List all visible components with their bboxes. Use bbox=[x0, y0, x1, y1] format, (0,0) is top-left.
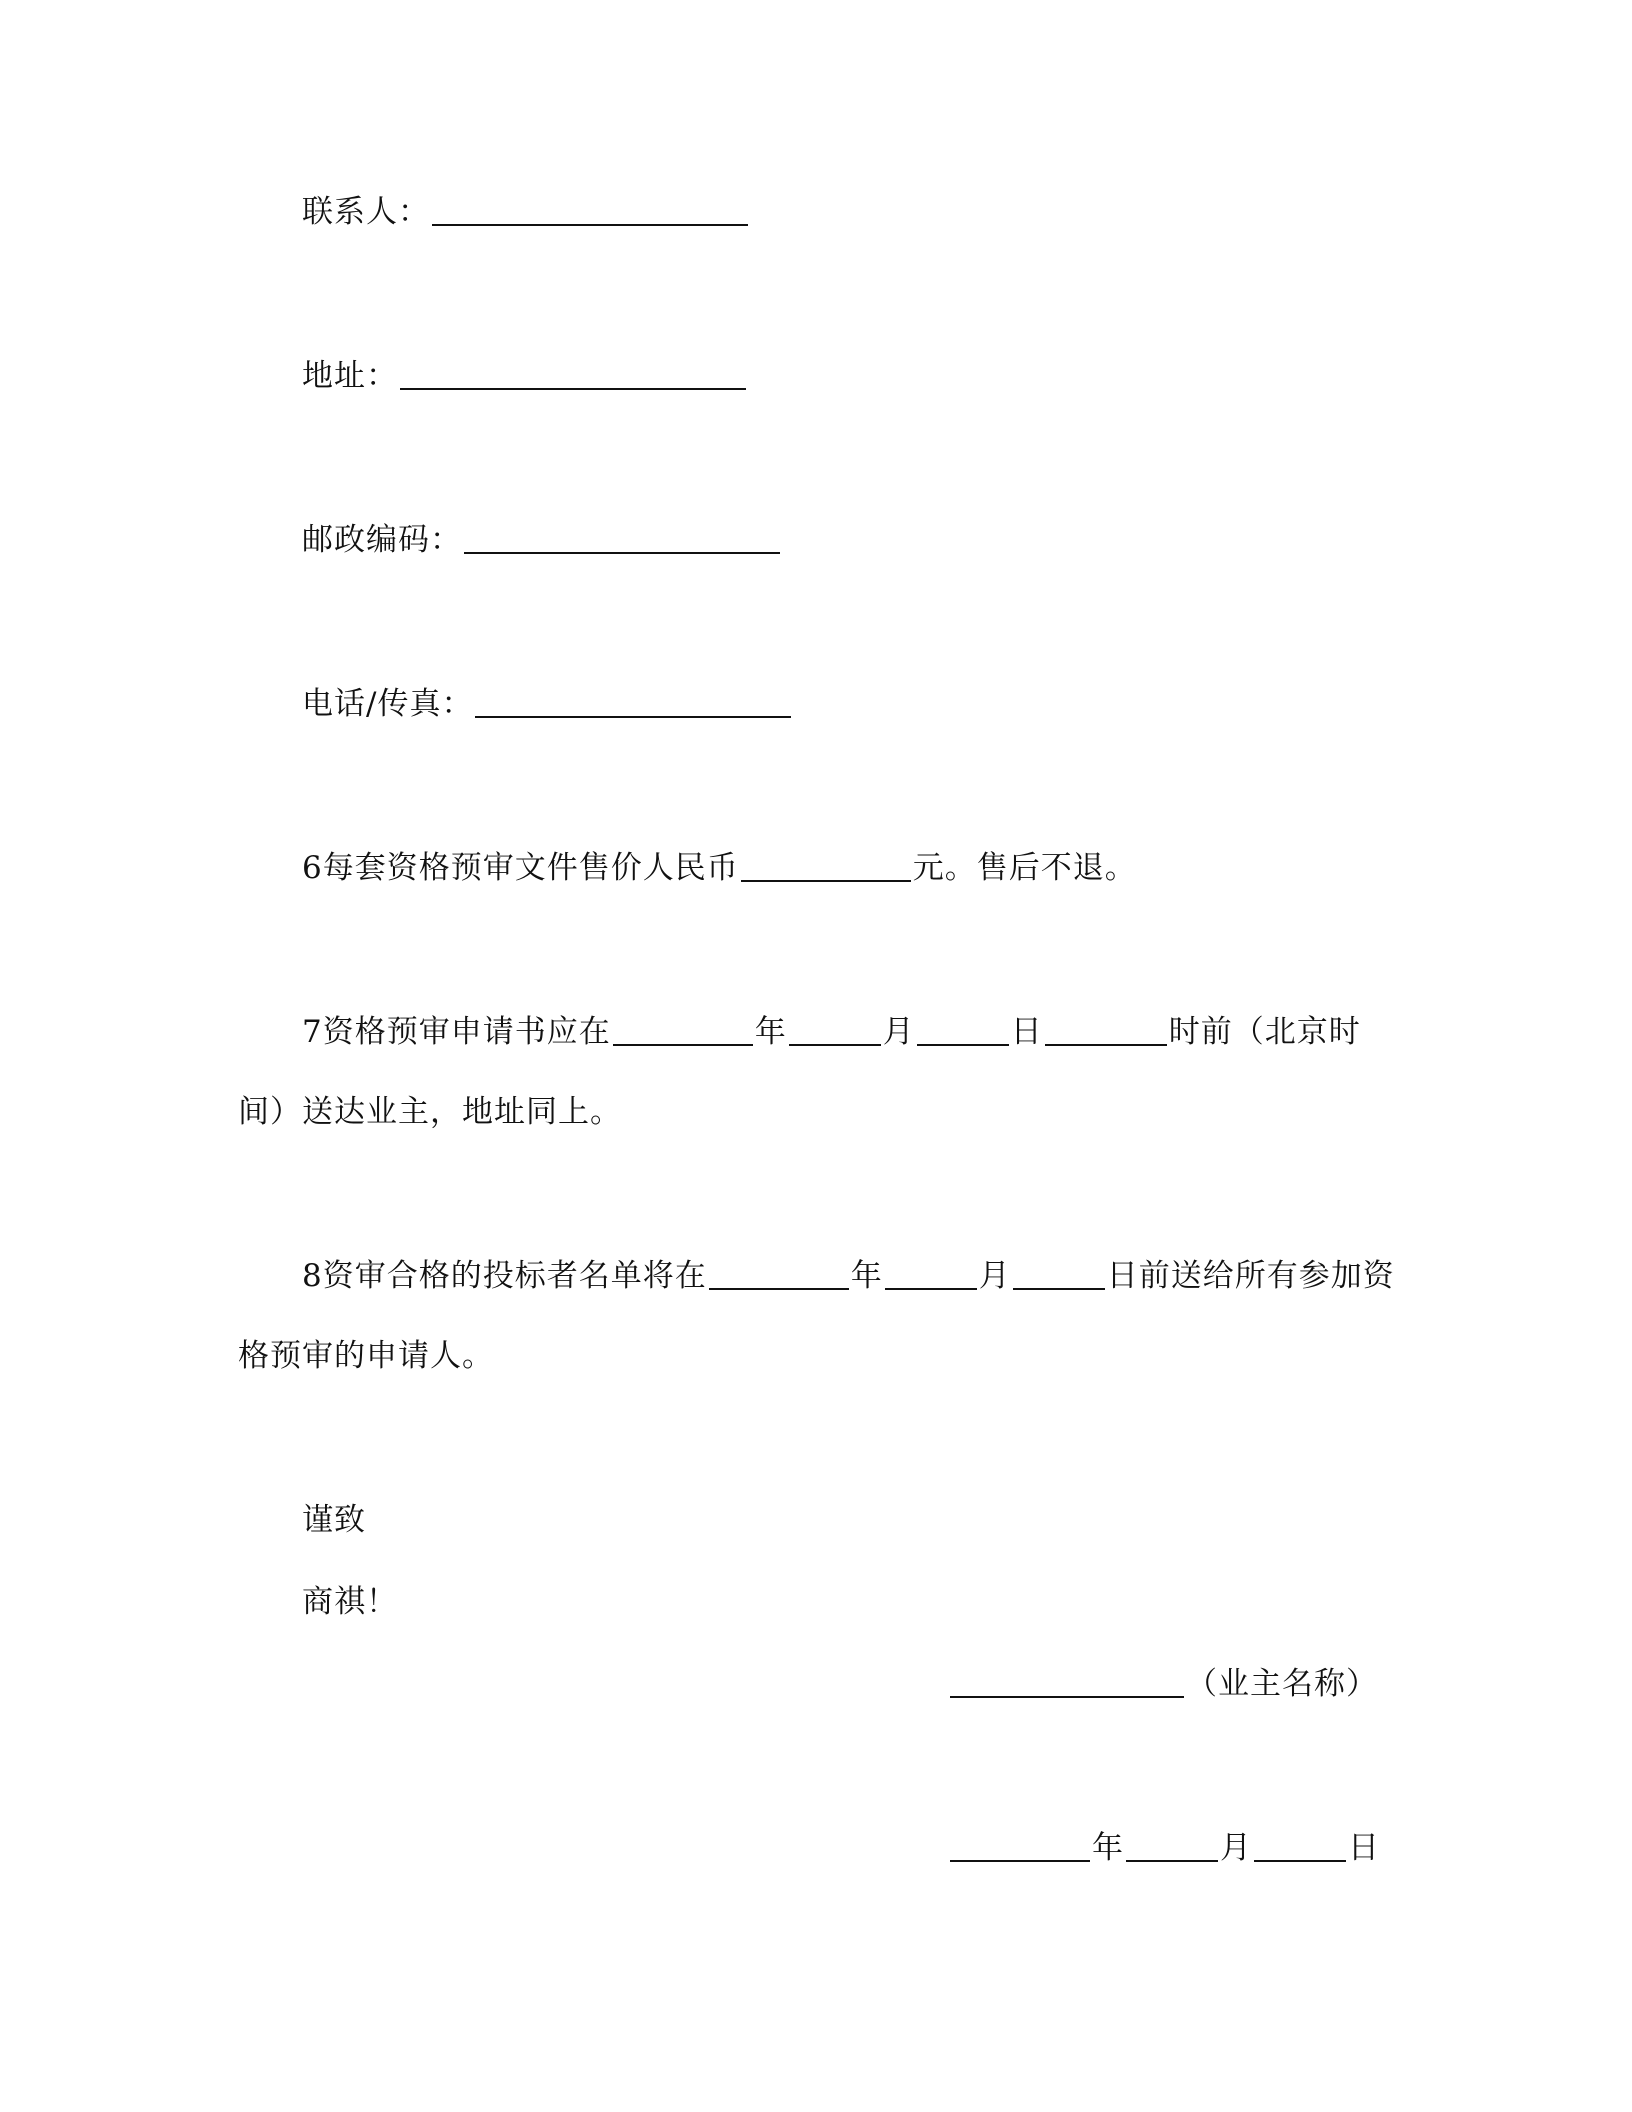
sign-day: 日 bbox=[1348, 1830, 1380, 1866]
item6-suffix: 元。售后不退。 bbox=[912, 850, 1137, 886]
item8-line2-text: 格预审的申请人。 bbox=[238, 1338, 494, 1374]
closing-text-1: 谨致 bbox=[302, 1502, 366, 1538]
owner-name-label: （业主名称） bbox=[1186, 1666, 1378, 1702]
owner-name-blank[interactable] bbox=[950, 1666, 1184, 1698]
postcode-line bbox=[302, 520, 782, 560]
sign-year-blank[interactable] bbox=[950, 1830, 1090, 1862]
sign-month: 月 bbox=[1220, 1830, 1252, 1866]
item8-line2 bbox=[238, 1336, 494, 1376]
closing-text-2: 商祺！ bbox=[302, 1584, 398, 1620]
price-blank[interactable] bbox=[741, 850, 911, 882]
item7-prefix: 7资格预审申请书应在 bbox=[302, 1014, 611, 1050]
sign-day-blank[interactable] bbox=[1254, 1830, 1346, 1862]
contact-line bbox=[302, 192, 750, 232]
item7-suffix: 时前（北京时 bbox=[1168, 1014, 1361, 1050]
address-line bbox=[302, 356, 748, 396]
postcode-label: 邮政编码： bbox=[302, 522, 462, 558]
closing-line2 bbox=[302, 1582, 398, 1622]
contact-blank[interactable] bbox=[432, 194, 748, 226]
item7-line2 bbox=[238, 1092, 622, 1132]
item7-line2-text: 间）送达业主，地址同上。 bbox=[238, 1094, 622, 1130]
item7-month: 月 bbox=[882, 1014, 915, 1050]
item8-year-blank[interactable] bbox=[709, 1258, 849, 1290]
item6-line bbox=[302, 848, 1137, 888]
item7-line1 bbox=[302, 1012, 1361, 1052]
phone-label: 电话/传真： bbox=[302, 686, 474, 722]
address-blank[interactable] bbox=[400, 358, 746, 390]
item7-month-blank[interactable] bbox=[789, 1014, 881, 1046]
item8-month: 月 bbox=[978, 1258, 1011, 1294]
item7-hour-blank[interactable] bbox=[1045, 1014, 1167, 1046]
item7-year: 年 bbox=[754, 1014, 787, 1050]
phone-blank[interactable] bbox=[475, 686, 791, 718]
item7-day: 日 bbox=[1010, 1014, 1043, 1050]
item8-day-blank[interactable] bbox=[1013, 1258, 1105, 1290]
item8-month-blank[interactable] bbox=[885, 1258, 977, 1290]
item8-line1 bbox=[302, 1256, 1395, 1296]
closing-line1 bbox=[302, 1500, 366, 1540]
item6-prefix: 6每套资格预审文件售价人民币 bbox=[302, 850, 739, 886]
signature-date-line bbox=[948, 1828, 1380, 1868]
address-label: 地址： bbox=[302, 358, 398, 394]
contact-label: 联系人： bbox=[302, 194, 430, 230]
item8-suffix: 日前送给所有参加资 bbox=[1106, 1258, 1395, 1294]
item8-prefix: 8资审合格的投标者名单将在 bbox=[302, 1258, 707, 1294]
item7-day-blank[interactable] bbox=[917, 1014, 1009, 1046]
sign-year: 年 bbox=[1092, 1830, 1124, 1866]
item8-year: 年 bbox=[850, 1258, 883, 1294]
item7-year-blank[interactable] bbox=[613, 1014, 753, 1046]
phone-line bbox=[302, 684, 793, 724]
signature-owner-line bbox=[948, 1664, 1378, 1704]
postcode-blank[interactable] bbox=[464, 522, 780, 554]
sign-month-blank[interactable] bbox=[1126, 1830, 1218, 1862]
